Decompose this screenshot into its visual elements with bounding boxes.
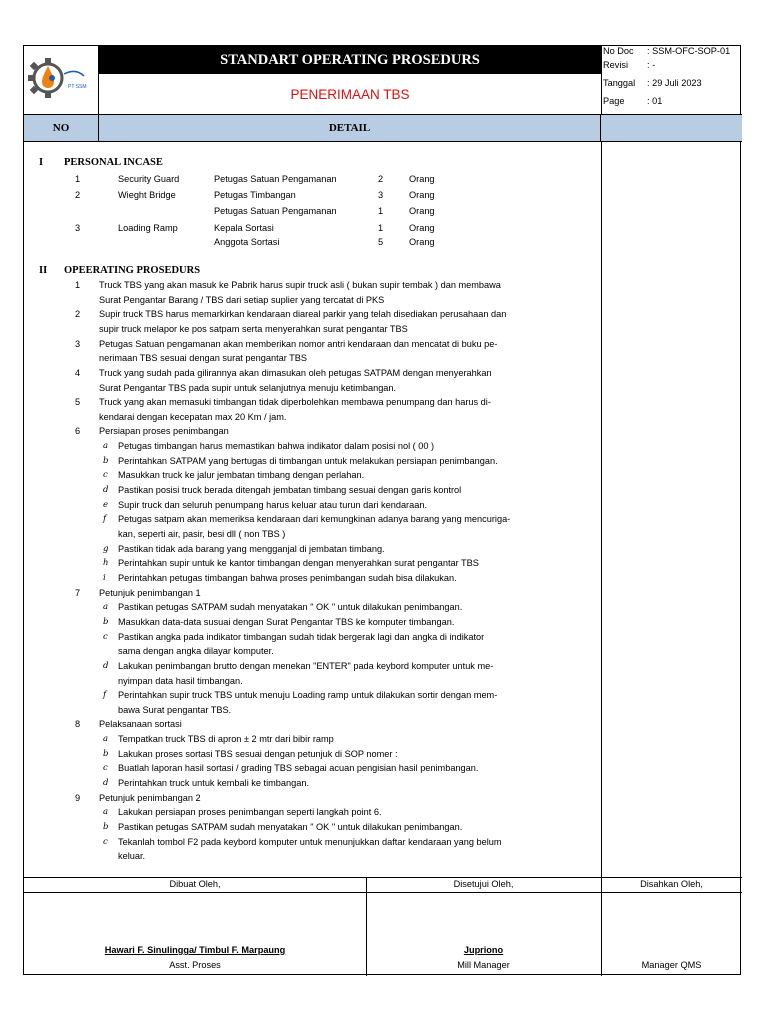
procedure-step-text: Petunjuk penimbangan 1: [99, 588, 201, 598]
procedure-step-text: nerimaan TBS sesuai dengan surat pengantar TBS: [99, 353, 308, 363]
sop-document: [23, 45, 741, 975]
personnel-unit: Orang: [409, 190, 435, 200]
procedure-step-text: Supir truck TBS harus memarkirkan kendaraan diareal parkir yang telah disediakan perusahaan dan: [99, 309, 507, 319]
procedure-step-text: Lakukan penimbangan brutto dengan menekan "ENTER" pada keybord komputer untuk me-: [118, 661, 494, 671]
procedure-step-text: Perintahkan supir untuk ke kantor timbangan dengan menyerahkan surat pengantar TBS: [118, 558, 479, 568]
procedure-step-text: Surat Pengantar TBS pada supir untuk selanjutnya menuju ketimbangan.: [99, 383, 397, 393]
signature-role-made-by: Asst. Proses: [169, 960, 221, 970]
procedure-letter: a: [103, 441, 109, 451]
personnel-role: Anggota Sortasi: [214, 237, 280, 247]
personnel-role: Petugas Satuan Pengamanan: [214, 174, 337, 184]
personnel-role: Petugas Satuan Pengamanan: [214, 206, 337, 216]
procedure-letter: b: [103, 822, 109, 832]
personnel-row-number: 3: [75, 223, 81, 233]
meta-revisi: Revisi : -: [603, 60, 656, 70]
signature-name-made-by: Hawari F. Sinulingga/ Timbul F. Marpaung: [104, 945, 286, 955]
procedure-step-text: sama dengan angka dilayar komputer.: [118, 646, 274, 656]
procedure-step-text: Perintahkan petugas timbangan bahwa proses penimbangan sudah bisa dilakukan.: [118, 573, 457, 583]
procedure-step-text: Lakukan proses sortasi TBS sesuai dengan petunjuk di SOP nomer :: [118, 749, 398, 759]
personnel-unit: Orang: [409, 174, 435, 184]
procedure-step-text: Pastikan petugas SATPAM sudah menyatakan " OK " untuk dilakukan penimbangan.: [118, 602, 463, 612]
document-subtitle: PENERIMAAN TBS: [99, 74, 601, 115]
personnel-unit: Orang: [409, 237, 435, 247]
section-number: II: [39, 265, 48, 276]
personnel-count: 3: [378, 190, 384, 200]
procedure-step-text: Masukkan truck ke jalur jembatan timbang dengan perlahan.: [118, 470, 365, 480]
company-logo-icon: [24, 46, 99, 115]
procedure-number: 9: [75, 793, 81, 803]
personnel-location: Wieght Bridge: [118, 190, 176, 200]
procedure-step-text: Petunjuk penimbangan 2: [99, 793, 201, 803]
procedure-step-text: Masukkan data-data susuai dengan Surat Pengantar TBS ke komputer timbangan.: [118, 617, 455, 627]
procedure-step-text: Truck yang sudah pada gilirannya akan dimasukan oleh petugas SATPAM dengan menyerahkan: [99, 368, 492, 378]
procedure-letter: d: [103, 778, 109, 788]
procedure-step-text: Supir truck dan seluruh penumpang harus keluar atau turun dari kendaraan.: [118, 500, 427, 510]
procedure-step-text: Petugas Satuan pengamanan akan memberikan nomor antri kendaraan dan mencatat di buku pe-: [99, 339, 498, 349]
signature-label-ratified-by: Disahkan Oleh,: [640, 879, 703, 889]
procedure-step-text: bawa Surat pengantar TBS.: [118, 705, 232, 715]
procedure-step-text: Pastikan posisi truck berada ditengah jembatan timbang sesuai dengan garis kontrol: [118, 485, 462, 495]
procedure-step-text: keluar.: [118, 851, 146, 861]
procedure-number: 4: [75, 368, 81, 378]
procedure-letter: f: [103, 690, 107, 700]
procedure-letter: c: [103, 763, 108, 773]
procedure-letter: i: [103, 573, 106, 583]
meta-tanggal: Tanggal : 29 Juli 2023: [603, 78, 702, 88]
personnel-unit: Orang: [409, 206, 435, 216]
signature-name-approved-by: Jupriono: [463, 945, 504, 955]
procedure-letter: c: [103, 837, 108, 847]
procedure-letter: h: [103, 558, 109, 568]
personnel-role: Petugas Timbangan: [214, 190, 296, 200]
signature-label-made-by: Dibuat Oleh,: [169, 879, 221, 889]
signature-label-approved-by: Disetujui Oleh,: [453, 879, 514, 889]
procedure-letter: d: [103, 661, 109, 671]
procedure-step-text: Perintahkan SATPAM yang bertugas di timbangan untuk melakukan persiapan penimbangan.: [118, 456, 498, 466]
procedure-number: 5: [75, 397, 81, 407]
procedure-number: 3: [75, 339, 81, 349]
procedure-letter: a: [103, 734, 109, 744]
procedure-number: 2: [75, 309, 81, 319]
procedure-letter: c: [103, 470, 108, 480]
procedure-step-text: Perintahkan truck untuk kembali ke timbangan.: [118, 778, 309, 788]
procedure-step-text: Tempatkan truck TBS di apron ± 2 mtr dari bibir ramp: [118, 734, 334, 744]
personnel-role: Kepala Sortasi: [214, 223, 274, 233]
procedure-letter: a: [103, 807, 109, 817]
personnel-count: 5: [378, 237, 384, 247]
procedure-step-text: nyimpan data hasil timbangan.: [118, 676, 243, 686]
column-detail: DETAIL: [99, 115, 601, 141]
procedure-step-text: Pastikan angka pada indikator timbangan sudah tidak bergerak lagi dan angka di indikator: [118, 632, 485, 642]
procedure-number: 6: [75, 426, 81, 436]
personnel-count: 2: [378, 174, 384, 184]
document-title: STANDART OPERATING PROSEDURS: [99, 46, 601, 74]
meta-no-doc: No Doc : SSM-OFC-SOP-01: [603, 46, 731, 56]
procedure-letter: b: [103, 749, 109, 759]
procedure-letter: d: [103, 485, 109, 495]
procedure-step-text: Tekanlah tombol F2 pada keybord komputer untuk menunjukkan daftar kendaraan yang belum: [118, 837, 502, 847]
procedure-step-text: Pelaksanaan sortasi: [99, 719, 182, 729]
procedure-letter: g: [103, 544, 109, 554]
procedure-number: 1: [75, 280, 81, 290]
personnel-location: Security Guard: [118, 174, 180, 184]
section-title: OPEERATING PROSEDURS: [64, 265, 201, 276]
procedure-step-text: Lakukan persiapan proses penimbangan seperti langkah point 6.: [118, 807, 382, 817]
procedure-letter: b: [103, 456, 109, 466]
procedure-letter: a: [103, 602, 109, 612]
document-meta: [601, 46, 742, 115]
signature-role-approved-by: Mill Manager: [457, 960, 510, 970]
procedure-step-text: Truck yang akan memasuki timbangan tidak diperbolehkan membawa penumpang dan harus di-: [99, 397, 491, 407]
logo-cell: [24, 46, 99, 115]
procedure-number: 8: [75, 719, 81, 729]
personnel-location: Loading Ramp: [118, 223, 178, 233]
procedure-letter: b: [103, 617, 109, 627]
procedure-step-text: Surat Pengantar Barang / TBS dari setiap suplier yang tercatat di PKS: [99, 295, 385, 305]
meta-page: Page : 01: [603, 96, 663, 106]
personnel-unit: Orang: [409, 223, 435, 233]
procedure-step-text: kan, seperti air, pasir, besi dll ( non TBS ): [118, 529, 286, 539]
procedure-letter: e: [103, 500, 109, 510]
procedure-step-text: Petugas timbangan harus memastikan bahwa indikator dalam posisi nol ( 00 ): [118, 441, 435, 451]
procedure-step-text: Petugas satpam akan memeriksa kendaraan dari kemungkinan adanya barang yang mencuriga-: [118, 514, 511, 524]
procedure-step-text: Buatlah laporan hasil sortasi / grading TBS sebagai acuan pengisian hasil penimbangan.: [118, 763, 479, 773]
procedure-step-text: supir truck melapor ke pos satpam serta menyerahkan surat pengantar TBS: [99, 324, 408, 334]
procedure-step-text: kendarai dengan kecepatan max 20 Km / jam.: [99, 412, 287, 422]
column-divider: [601, 142, 602, 877]
personnel-row-number: 1: [75, 174, 81, 184]
signature-role-ratified-by: Manager QMS: [641, 960, 702, 970]
personnel-row-number: 2: [75, 190, 81, 200]
procedure-step-text: Pastikan tidak ada barang yang mengganjal di jembatan timbang.: [118, 544, 385, 554]
column-header: [24, 115, 742, 142]
personnel-count: 1: [378, 206, 384, 216]
procedure-letter: f: [103, 514, 107, 524]
signature-divider: [24, 892, 742, 893]
procedure-step-text: Persiapan proses penimbangan: [99, 426, 229, 436]
procedure-step-text: Perintahkan supir truck TBS untuk menuju Loading ramp untuk dilakukan sortir dengan mem-: [118, 690, 498, 700]
procedure-number: 7: [75, 588, 81, 598]
section-title: PERSONAL INCASE: [64, 157, 163, 168]
personnel-count: 1: [378, 223, 384, 233]
procedure-letter: c: [103, 632, 108, 642]
section-number: I: [39, 157, 44, 168]
procedure-step-text: Truck TBS yang akan masuk ke Pabrik harus supir truck asli ( bukan supir tembak ) dan membawa: [99, 280, 501, 290]
procedure-step-text: Pastikan petugas SATPAM sudah menyatakan " OK " untuk dilakukan penimbangan.: [118, 822, 463, 832]
svg-text:PT SSM: PT SSM: [68, 84, 87, 90]
column-no: NO: [24, 115, 99, 141]
signature-divider: [24, 877, 742, 878]
